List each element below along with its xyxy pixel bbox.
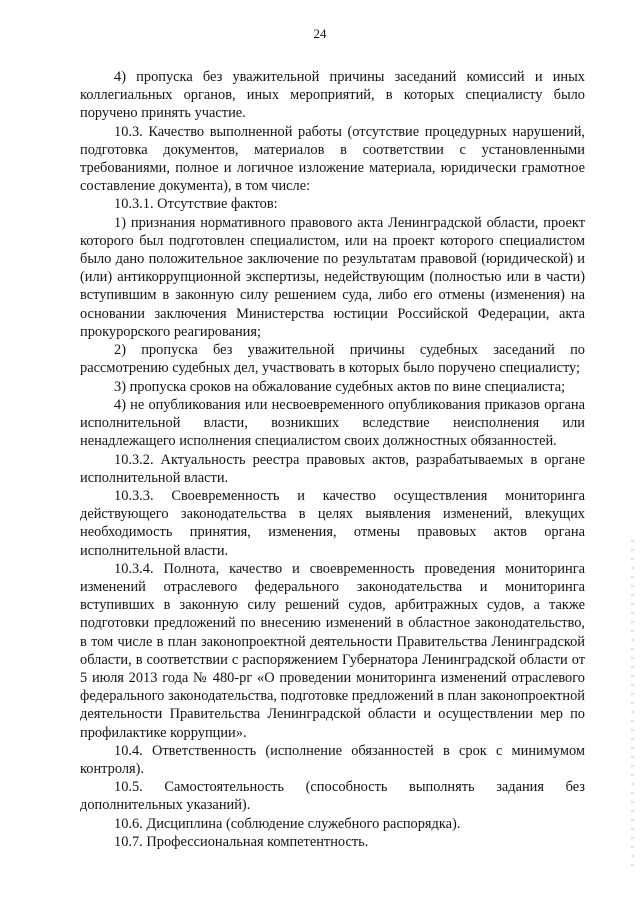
- paragraph-10-5: 10.5. Самостоятельность (способность выполнять задания без дополнительных указаний).: [80, 779, 585, 814]
- document-body: [80, 68, 585, 851]
- paragraph-10-6: 10.6. Дисциплина (соблюдение служебного распорядка).: [114, 815, 461, 832]
- paragraph-fact-1: 1) признания нормативного правового акта Ленинградской области, проект которого был подготовлен специалистом, или на проект которого специалистом было дано положительное заключение по результатам правовой (юридической) и (или) антикоррупционной экспертизы, недействующим (полностью или в части) вступившим в законную силу решением суда, либо его отмены (изменения) на основании заключения Министерства юстиции Российской Федерации, акта прокурорского реагирования;: [80, 214, 585, 340]
- paragraph-10-3-3: 10.3.3. Своевременность и качество осуществления мониторинга действующего законодательства в целях выявления изменений, влекущих необходимость принятия, изменения, отмены правовых актов органа исполнительной власти.: [80, 487, 585, 559]
- paragraph-10-3-1-facts: 10.3.1. Отсутствие фактов:: [114, 196, 278, 213]
- paragraph-10-7: 10.7. Профессиональная компетентность.: [114, 833, 369, 850]
- paragraph-10-3-4: 10.3.4. Полнота, качество и своевременность проведения мониторинга изменений отраслевого федерального законодательства и мониторинга вступивших в законную силу решений судов, арбитражных судов, а также подготовки предложений по внесению изменений в областное законодательство, в том числе в план законопроектной деятельности Правительства Ленинградской области, в соответствии с распоряжением Губернатора Ленинградской области от 5 июля 2013 года № 480-рг «О проведении мониторинга изменений отраслевого федерального законодательства, подготовке предложений в план законопроектной деятельности Правительства Ленинградской области и осуществлении мер по профилактике коррупции».: [80, 560, 585, 741]
- paragraph-10-3-quality: 10.3. Качество выполненной работы (отсутствие процедурных нарушений, подготовка документов, материалов в соответствии с установленными требованиями, полное и логичное изложение материала, юридически грамотное составление документа), в том числе:: [80, 123, 585, 195]
- paragraph-10-4: 10.4. Ответственность (исполнение обязанностей в срок с минимумом контроля).: [80, 742, 585, 778]
- paragraph-fact-3: 3) пропуска сроков на обжалование судебных актов по вине специалиста;: [114, 378, 566, 395]
- scan-margin-marks: [631, 540, 634, 870]
- paragraph-fact-2: 2) пропуска без уважительной причины судебных заседаний по рассмотрению судебных дел, участвовать в которых было поручено специалисту;: [80, 342, 585, 377]
- paragraph-item-4-absences: 4) пропуска без уважительной причины заседаний комиссий и иных коллегиальных органов, иных мероприятий, в которых специалисту было поручено принять участие.: [80, 69, 585, 122]
- paragraph-10-3-2: 10.3.2. Актуальность реестра правовых актов, разрабатываемых в органе исполнительной власти.: [80, 451, 585, 486]
- paragraph-fact-4: 4) не опубликования или несвоевременного опубликования приказов органа исполнительной власти, возникших вследствие неисполнения или ненадлежащего исполнения специалистом своих должностных обязанностей.: [80, 396, 585, 450]
- page-number: 24: [313, 26, 327, 41]
